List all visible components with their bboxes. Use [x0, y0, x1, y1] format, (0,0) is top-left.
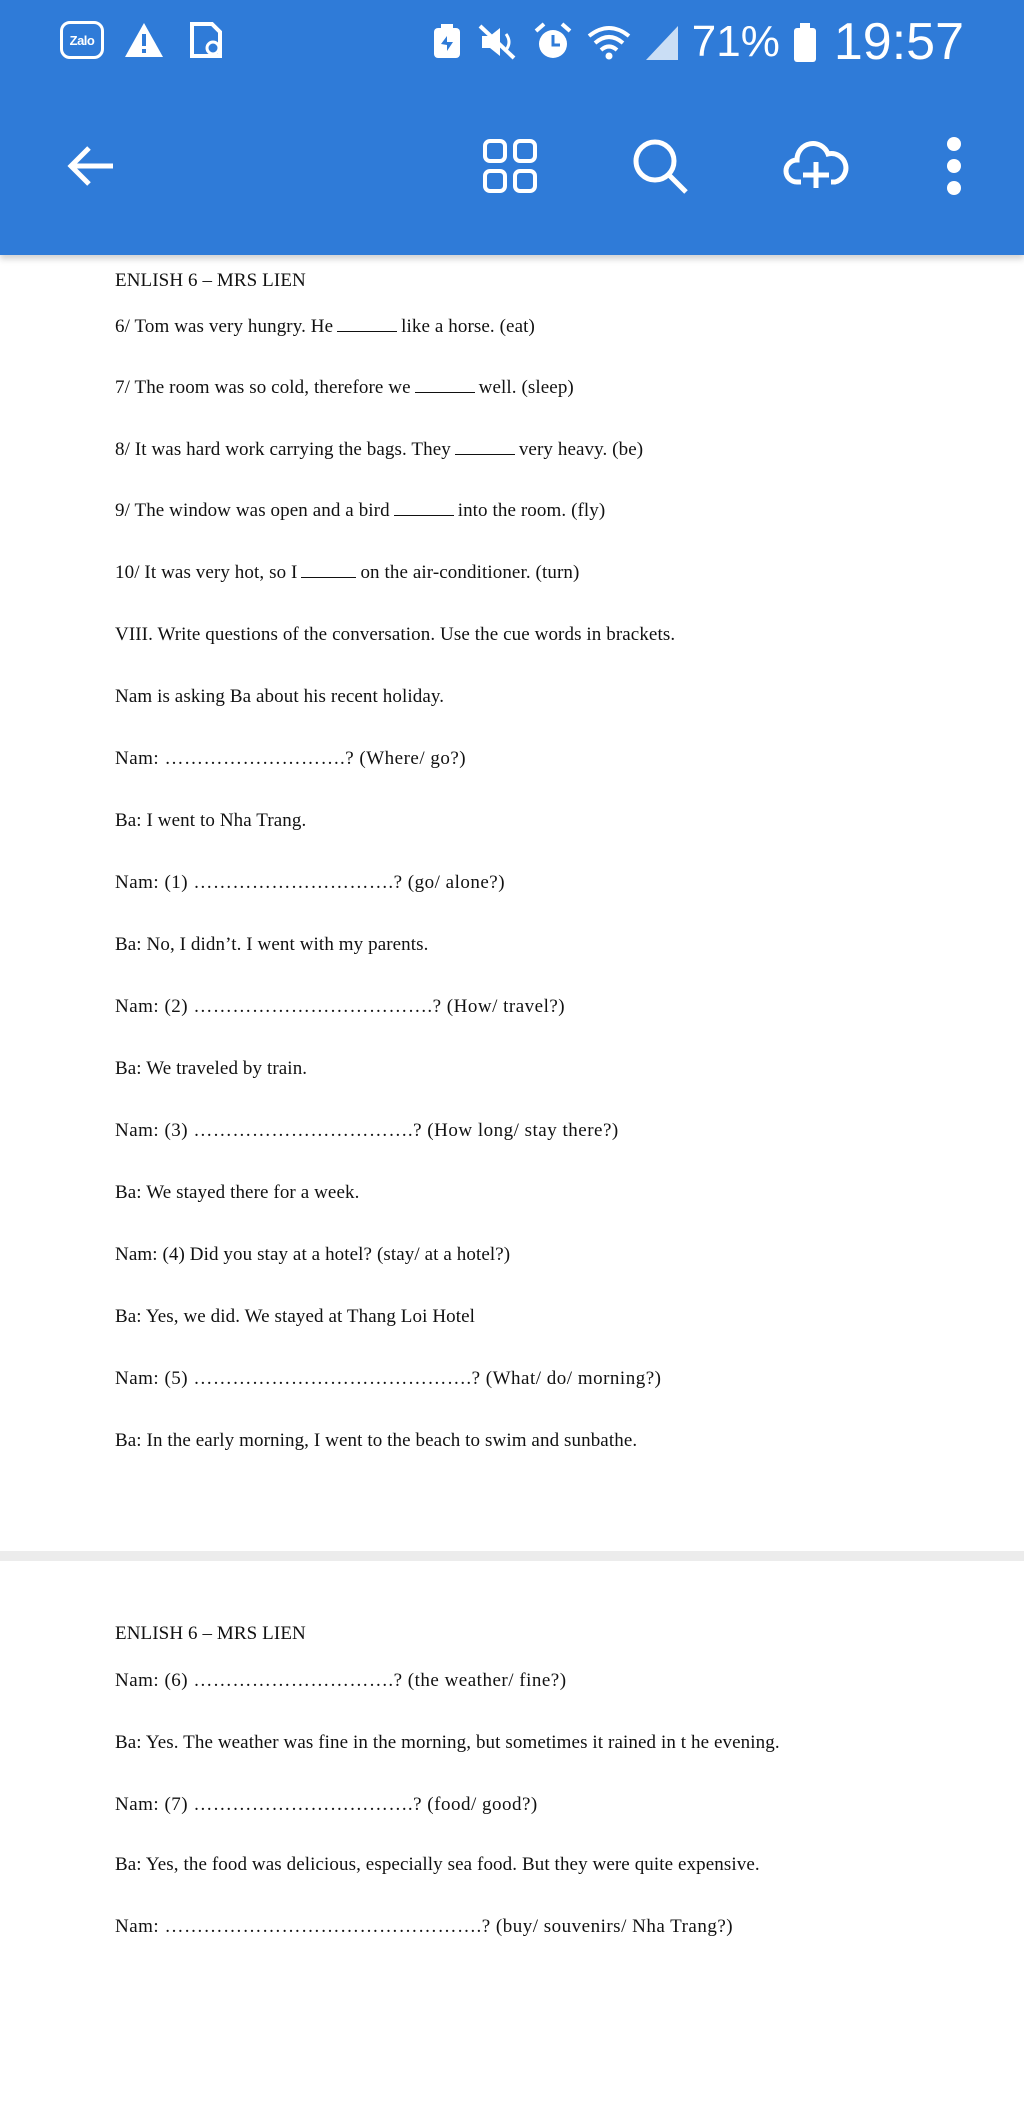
exercise-7	[115, 377, 574, 399]
alarm-icon	[532, 21, 574, 63]
zalo-notification-icon: Zalo	[60, 21, 104, 59]
dialogue-line: Nam: (5) …………………………………….? (What/ do/ morning?)	[115, 1368, 662, 1389]
dialogue-line: Ba: In the early morning, I went to the beach to swim and sunbathe.	[115, 1430, 638, 1451]
dialogue-line: Nam: (7) …………………………….? (food/ good?)	[115, 1794, 538, 1815]
exercise-10	[115, 562, 579, 584]
cloud-upload-button[interactable]	[780, 130, 852, 202]
exercise-9	[115, 500, 605, 522]
exercise-8	[115, 439, 643, 461]
exercise-text: 7/ The room was so cold, therefore we	[115, 377, 411, 398]
warning-icon	[122, 18, 166, 62]
dialogue-line: Nam: (2) ……………………………….? (How/ travel?)	[115, 996, 566, 1017]
page-header: ENLISH 6 – MRS LIEN	[115, 270, 306, 291]
dialogue-line: Ba: I went to Nha Trang.	[115, 810, 307, 831]
exercise-text: 10/ It was very hot, so I	[115, 562, 298, 583]
answer-blank	[301, 564, 356, 578]
page-separator	[0, 1551, 1024, 1561]
back-arrow-icon	[63, 138, 119, 194]
battery-percent: 71%	[691, 17, 780, 66]
dialogue-line: Nam: ………………………………………….? (buy/ souvenirs/ Nha Trang?)	[115, 1916, 734, 1937]
exercise-text: 6/ Tom was very hungry. He	[115, 316, 334, 337]
notification-icons	[60, 18, 228, 62]
back-button[interactable]	[55, 130, 127, 202]
battery-saver-icon	[430, 22, 464, 62]
signal-icon	[644, 22, 680, 62]
answer-blank	[415, 379, 475, 393]
document-page-1[interactable]	[0, 255, 1024, 1551]
mute-icon	[476, 22, 520, 62]
dialogue-line: Nam: (1) ………………………….? (go/ alone?)	[115, 872, 506, 893]
app-bar	[0, 110, 1024, 220]
exercise-text: on the air-conditioner. (turn)	[360, 562, 580, 583]
page-view-button[interactable]	[474, 130, 546, 202]
exercise-text: 9/ The window was open and a bird	[115, 500, 390, 521]
search-icon	[629, 135, 691, 197]
cloud-upload-icon	[783, 138, 849, 194]
answer-blank	[394, 502, 454, 516]
grid-view-icon	[481, 137, 539, 195]
exercise-text: very heavy. (be)	[518, 439, 644, 460]
status-bar	[0, 0, 1024, 80]
dialogue-line: Nam: (6) ………………………….? (the weather/ fine?)	[115, 1670, 567, 1691]
dialogue-line: Ba: Yes, the food was delicious, especially sea food. But they were quite expensive.	[115, 1854, 760, 1875]
dialogue-line: Ba: We stayed there for a week.	[115, 1182, 360, 1203]
dialogue-line: Nam: (4) Did you stay at a hotel? (stay/ at a hotel?)	[115, 1244, 511, 1265]
dialogue-line: Nam: (3) …………………………….? (How long/ stay there?)	[115, 1120, 619, 1141]
answer-blank	[337, 318, 397, 332]
exercise-text: into the room. (fly)	[457, 500, 606, 521]
wifi-icon	[586, 22, 632, 62]
section-intro: Nam is asking Ba about his recent holiday.	[115, 686, 445, 707]
exercise-6	[115, 316, 535, 338]
dialogue-line: Ba: No, I didn’t. I went with my parents.	[115, 934, 429, 955]
exercise-text: like a horse. (eat)	[401, 316, 535, 337]
answer-blank	[455, 441, 515, 455]
system-status	[430, 12, 964, 72]
top-bar	[0, 0, 1024, 255]
battery-icon	[792, 20, 818, 64]
screenshot-icon	[184, 18, 228, 62]
page-header: ENLISH 6 – MRS LIEN	[115, 1623, 306, 1644]
more-vertical-icon	[944, 135, 964, 197]
dialogue-line: Nam: ……………………….? (Where/ go?)	[115, 748, 467, 769]
document-page-2[interactable]	[0, 1561, 1024, 2106]
dialogue-line: Ba: Yes, we did. We stayed at Thang Loi Hotel	[115, 1306, 476, 1327]
dialogue-line: Ba: Yes. The weather was fine in the morning, but sometimes it rained in t he evening.	[115, 1732, 780, 1753]
clock: 19:57	[833, 13, 964, 71]
section-title: VIII. Write questions of the conversation. Use the cue words in brackets.	[115, 624, 676, 645]
more-options-button[interactable]	[918, 130, 990, 202]
exercise-text: 8/ It was hard work carrying the bags. They	[115, 439, 451, 460]
search-button[interactable]	[624, 130, 696, 202]
dialogue-line: Ba: We traveled by train.	[115, 1058, 308, 1079]
exercise-text: well. (sleep)	[478, 377, 574, 398]
